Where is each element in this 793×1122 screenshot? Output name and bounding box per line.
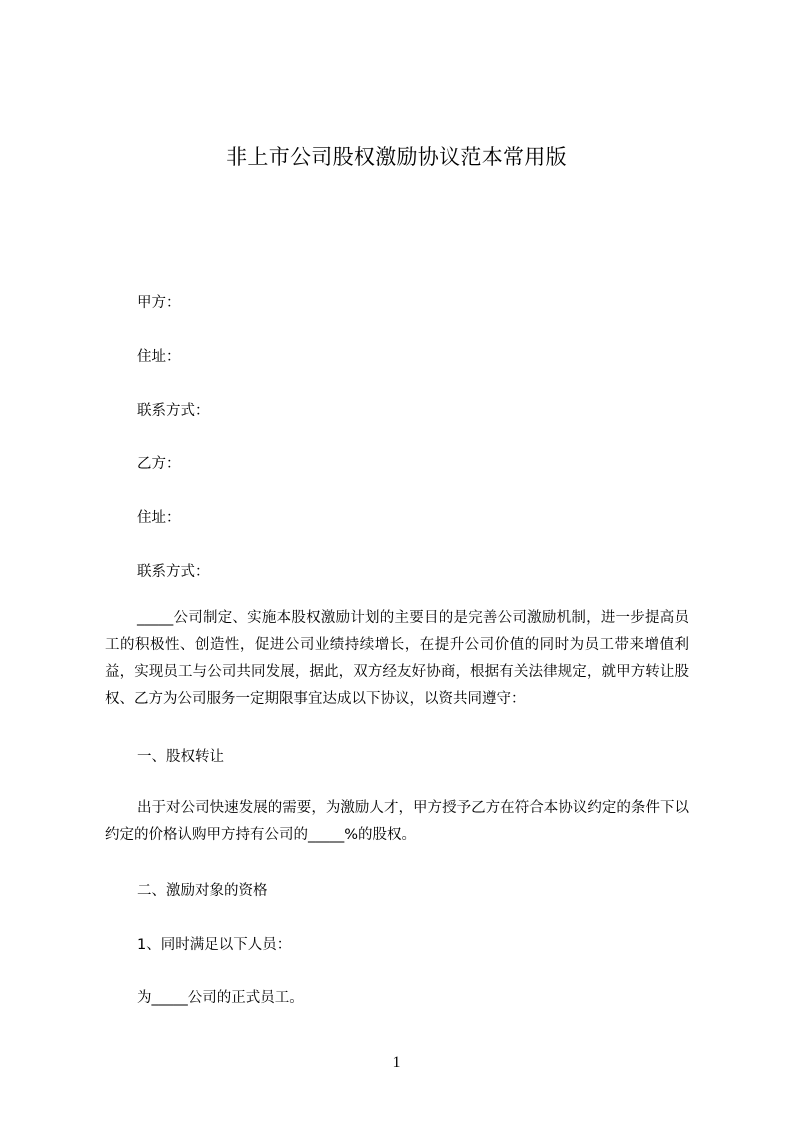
party-b-address-label: 住址：: [137, 510, 181, 526]
party-a-name-label: 甲方：: [137, 295, 181, 311]
party-a-contact-label: 联系方式：: [137, 403, 210, 419]
document-title: 非上市公司股权激励协议范本常用版: [226, 145, 567, 169]
section-1-body: 出于对公司快速发展的需要，为激励人才，甲方授予乙方在符合本协议约定的条件下以约定的价格认购甲方持有公司的_____%的股权。: [105, 800, 689, 843]
section-2-heading: 二、激励对象的资格: [137, 883, 268, 899]
page-number: 1: [392, 1054, 401, 1071]
section-2-item-1: 1、同时满足以下人员：: [137, 937, 292, 953]
party-b-contact-label: 联系方式：: [137, 564, 210, 580]
party-b-name-label: 乙方：: [137, 456, 181, 472]
preamble-paragraph: _____公司制定、实施本股权激励计划的主要目的是完善公司激励机制，进一步提高员工的积极性、创造性，促进公司业绩持续增长，在提升公司价值的同时为员工带来增值利益，实现员工与公司共同发展，据此，双方经友好协商，根据有关法律规定，就甲方转让股权、乙方为公司服务一定期限事宜达成以下协议，以资共同遵守：: [105, 610, 689, 707]
section-1-heading: 一、股权转让: [137, 749, 224, 765]
party-a-address-label: 住址：: [137, 349, 181, 365]
section-2-item-1-detail: 为_____公司的正式员工。: [137, 990, 304, 1006]
